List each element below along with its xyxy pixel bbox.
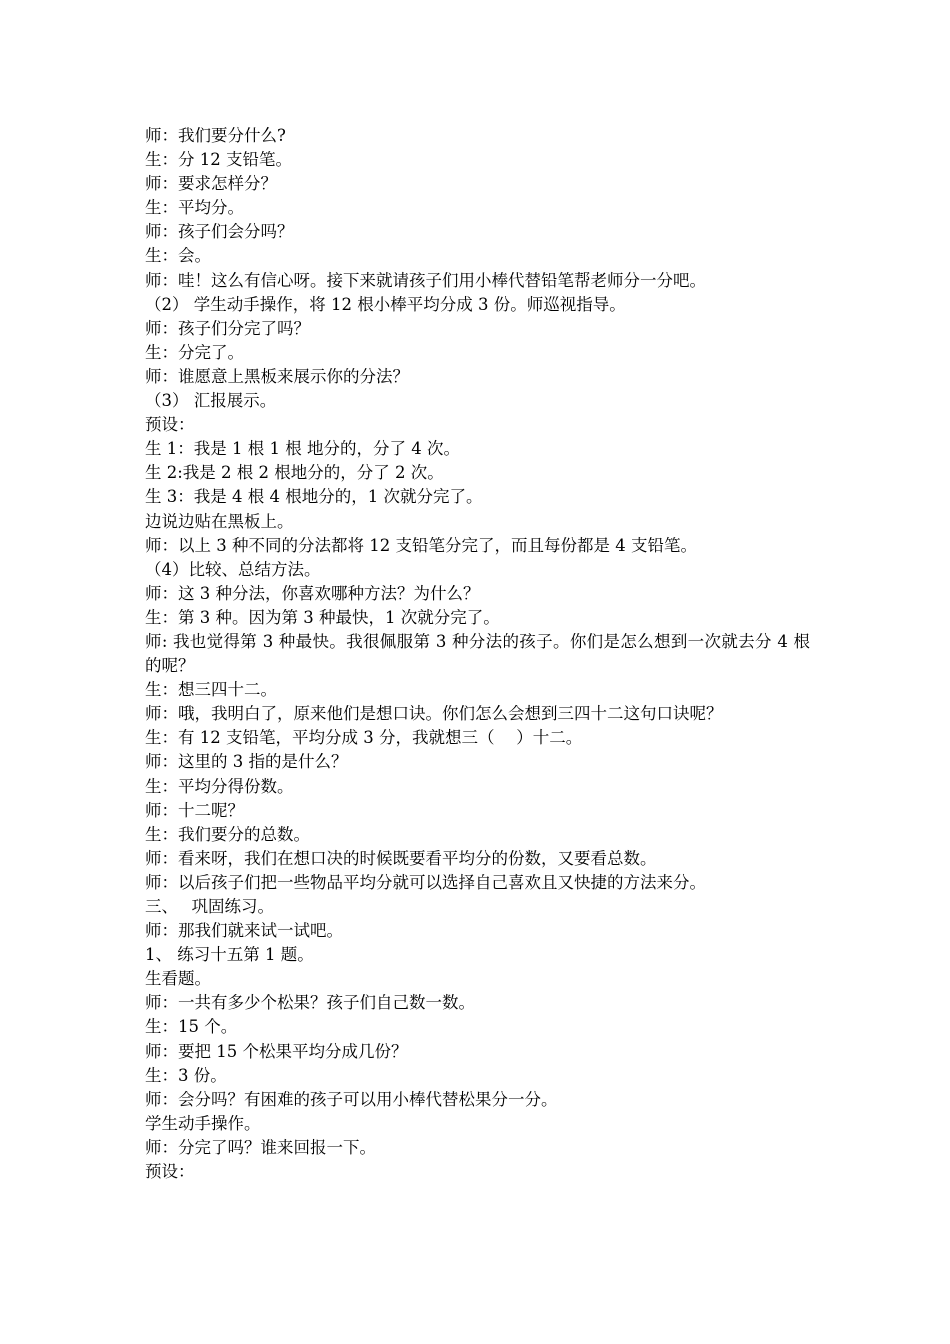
- text-line: 生：想三四十二。: [145, 680, 277, 700]
- text-line: 生：有 12 支铅笔，平均分成 3 分，我就想三（ ）十二。: [145, 728, 583, 748]
- text-line: 师：会分吗？有困难的孩子可以用小棒代替松果分一分。: [145, 1089, 558, 1109]
- text-line: 师：以后孩子们把一些物品平均分就可以选择自己喜欢且又快捷的方法来分。: [145, 872, 706, 892]
- text-line: 生：分 12 支铅笔。: [145, 150, 292, 170]
- section-heading: 三、 巩固练习。: [145, 897, 274, 916]
- text-line: 师：那我们就来试一试吧。: [145, 921, 343, 941]
- text-line: 师：一共有多少个松果？孩子们自己数一数。: [145, 993, 475, 1013]
- text-line: 师：孩子们会分吗？: [145, 222, 294, 242]
- section-step: （3） 汇报展示。: [145, 391, 277, 411]
- text-line: 生：平均分。: [145, 198, 244, 218]
- exercise-item: 1、 练习十五第 1 题。: [145, 945, 314, 965]
- text-line: 师：这里的 3 指的是什么？: [145, 752, 348, 772]
- text-line: 师：分完了吗？谁来回报一下。: [145, 1137, 376, 1157]
- text-line: 生看题。: [145, 969, 211, 989]
- text-line: 生 3：我是 4 根 4 根地分的，1 次就分完了。: [145, 487, 483, 507]
- text-line: 师：哇！这么有信心呀。接下来就请孩子们用小棒代替铅笔帮老师分一分吧。: [145, 270, 706, 290]
- text-line: 生：我们要分的总数。: [145, 824, 310, 844]
- text-line: 生 2:我是 2 根 2 根地分的，分了 2 次。: [145, 463, 444, 483]
- text-line: 师：要把 15 个松果平均分成几份？: [145, 1041, 408, 1061]
- text-line: 边说边贴在黑板上。: [145, 511, 294, 531]
- text-paragraph: 师: 我也觉得第 3 种最快。我很佩服第 3 种分法的孩子。你们是怎么想到一次就去分 4 根的呢？: [145, 631, 810, 676]
- text-line: 生：平均分得份数。: [145, 776, 294, 796]
- section-step: （4）比较、总结方法。: [145, 559, 321, 579]
- document-body: [145, 124, 810, 1184]
- section-step: （2） 学生动手操作，将 12 根小棒平均分成 3 份。师巡视指导。: [145, 294, 626, 314]
- text-line: 师：谁愿意上黑板来展示你的分法？: [145, 366, 409, 386]
- text-line: 师：看来呀，我们在想口决的时候既要看平均分的份数，又要看总数。: [145, 848, 657, 868]
- text-line: 学生动手操作。: [145, 1113, 261, 1133]
- text-line: 生：会。: [145, 246, 211, 266]
- text-line: 生：分完了。: [145, 342, 244, 362]
- text-line: 师：十二呢？: [145, 800, 244, 820]
- text-line: 生 1：我是 1 根 1 根 地分的，分了 4 次。: [145, 439, 460, 459]
- text-line: 师：以上 3 种不同的分法都将 12 支铅笔分完了，而且每份都是 4 支铅笔。: [145, 535, 697, 555]
- text-line: 生：15 个。: [145, 1017, 238, 1037]
- text-line: 师：我们要分什么?: [145, 126, 286, 145]
- text-line: 师：这 3 种分法，你喜欢哪种方法？为什么？: [145, 583, 480, 603]
- text-line: 生：第 3 种。因为第 3 种最快，1 次就分完了。: [145, 607, 500, 627]
- text-line: 生：3 份。: [145, 1065, 227, 1085]
- text-line: 师：哦，我明白了，原来他们是想口诀。你们怎么会想到三四十二这句口诀呢？: [145, 704, 723, 724]
- text-line: 预设：: [145, 415, 195, 435]
- text-line: 师：要求怎样分？: [145, 174, 277, 194]
- text-line: 师：孩子们分完了吗？: [145, 318, 310, 338]
- text-line: 预设：: [145, 1162, 195, 1182]
